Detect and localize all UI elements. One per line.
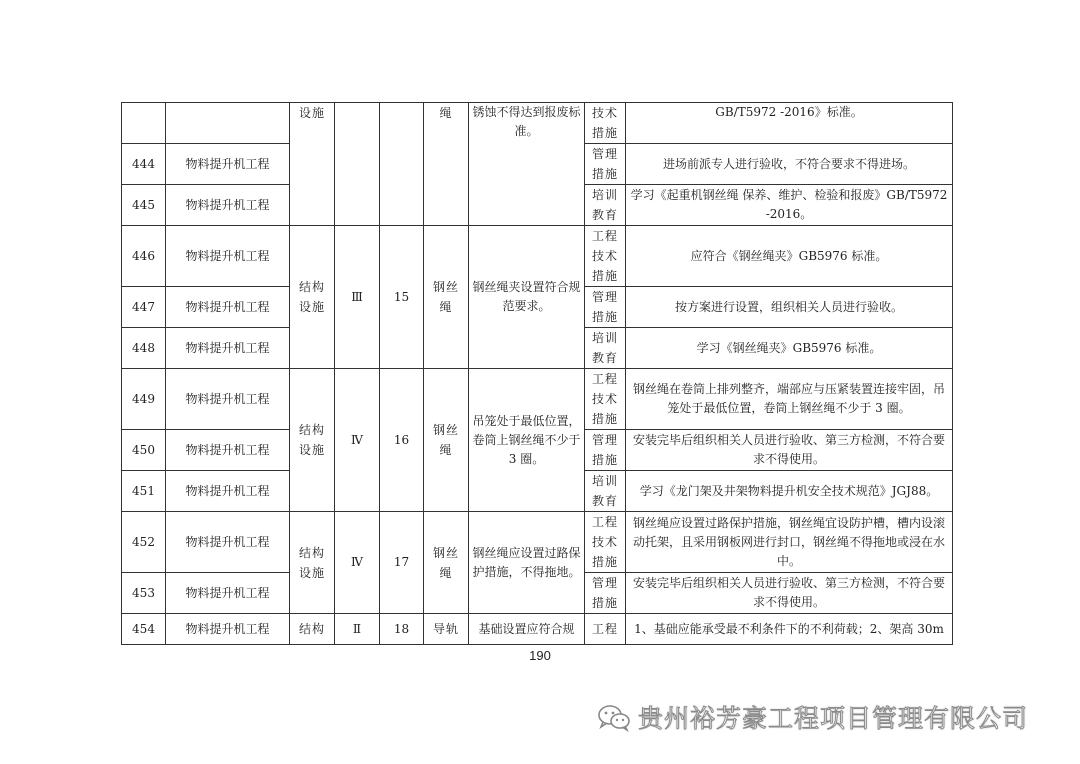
watermark xyxy=(596,700,1028,734)
measure-type: 培训教育 xyxy=(585,471,626,512)
project-name: 物料提升机工程 xyxy=(166,471,290,512)
num-cell: 15 xyxy=(380,226,424,369)
hazard-cell: 吊笼处于最低位置，卷筒上钢丝绳不少于 3 圈。 xyxy=(469,369,585,512)
row-number: 449 xyxy=(122,369,166,430)
measure-type: 管理措施 xyxy=(585,144,626,185)
measure-text: 学习《起重机钢丝绳 保养、维护、检验和报废》GB/T5972 -2016。 xyxy=(626,185,953,226)
level-cell: Ⅳ xyxy=(335,512,380,614)
row-number: 453 xyxy=(122,573,166,614)
measure-text: 按方案进行设置，组织相关人员进行验收。 xyxy=(626,287,953,328)
table-row xyxy=(122,226,953,287)
row-number: 451 xyxy=(122,471,166,512)
hazard-cell: 钢丝绳夹设置符合规范要求。 xyxy=(469,226,585,369)
project-name: 物料提升机工程 xyxy=(166,573,290,614)
category-cell: 结构 xyxy=(290,614,335,645)
category-cell: 结构设施 xyxy=(290,369,335,512)
measure-type: 技术措施 xyxy=(585,103,626,144)
item-cell: 钢丝绳 xyxy=(424,226,469,369)
measure-text: 进场前派专人进行验收，不符合要求不得进场。 xyxy=(626,144,953,185)
table-row xyxy=(122,614,953,645)
row-number: 450 xyxy=(122,430,166,471)
item-cell: 导轨 xyxy=(424,614,469,645)
item-cell: 钢丝绳 xyxy=(424,512,469,614)
measure-text: 学习《钢丝绳夹》GB5976 标准。 xyxy=(626,328,953,369)
project-name: 物料提升机工程 xyxy=(166,185,290,226)
table-row xyxy=(122,369,953,430)
num-cell xyxy=(380,103,424,226)
project-name: 物料提升机工程 xyxy=(166,328,290,369)
row-number: 446 xyxy=(122,226,166,287)
measure-type: 管理措施 xyxy=(585,430,626,471)
project-name xyxy=(166,103,290,144)
measure-type: 培训教育 xyxy=(585,328,626,369)
level-cell: Ⅱ xyxy=(335,614,380,645)
measure-text: 学习《龙门架及井架物料提升机安全技术规范》JGJ88。 xyxy=(626,471,953,512)
row-number: 454 xyxy=(122,614,166,645)
level-cell: Ⅲ xyxy=(335,226,380,369)
hazard-cell: 钢丝绳应设置过路保护措施，不得拖地。 xyxy=(469,512,585,614)
watermark-text: 贵州裕芳豪工程项目管理有限公司 xyxy=(638,704,1029,733)
measure-type: 培训教育 xyxy=(585,185,626,226)
category-cell: 设施 xyxy=(290,103,335,226)
row-number: 452 xyxy=(122,512,166,573)
project-name: 物料提升机工程 xyxy=(166,369,290,430)
hazard-cell: 基础设置应符合规 xyxy=(469,614,585,645)
measure-type: 工程技术措施 xyxy=(585,226,626,287)
measure-text: 钢丝绳应设置过路保护措施，钢丝绳宜设防护槽，槽内设滚动托架，且采用钢板网进行封口，钢丝绳不得拖地或浸在水中。 xyxy=(626,512,953,573)
num-cell: 16 xyxy=(380,369,424,512)
project-name: 物料提升机工程 xyxy=(166,430,290,471)
row-number: 447 xyxy=(122,287,166,328)
table-row xyxy=(122,512,953,573)
hazard-measures-table xyxy=(121,102,953,645)
page-number: 190 xyxy=(529,648,551,663)
measure-type: 工程 xyxy=(585,614,626,645)
measure-type: 管理措施 xyxy=(585,287,626,328)
hazard-cell: 锈蚀不得达到报废标准。 xyxy=(469,103,585,226)
measure-type: 管理措施 xyxy=(585,573,626,614)
row-number: 444 xyxy=(122,144,166,185)
measure-type: 工程技术措施 xyxy=(585,512,626,573)
measure-text: 安装完毕后组织相关人员进行验收、第三方检测，不符合要求不得使用。 xyxy=(626,430,953,471)
row-number: 445 xyxy=(122,185,166,226)
table-row xyxy=(122,103,953,144)
category-cell: 结构设施 xyxy=(290,512,335,614)
item-cell: 绳 xyxy=(424,103,469,226)
measure-text: 应符合《钢丝绳夹》GB5976 标准。 xyxy=(626,226,953,287)
num-cell: 18 xyxy=(380,614,424,645)
project-name: 物料提升机工程 xyxy=(166,226,290,287)
project-name: 物料提升机工程 xyxy=(166,144,290,185)
project-name: 物料提升机工程 xyxy=(166,512,290,573)
project-name: 物料提升机工程 xyxy=(166,614,290,645)
wechat-icon xyxy=(596,702,632,732)
measure-text: GB/T5972 -2016》标准。 xyxy=(626,103,953,144)
measure-text: 安装完毕后组织相关人员进行验收、第三方检测，不符合要求不得使用。 xyxy=(626,573,953,614)
row-number xyxy=(122,103,166,144)
row-number: 448 xyxy=(122,328,166,369)
level-cell xyxy=(335,103,380,226)
project-name: 物料提升机工程 xyxy=(166,287,290,328)
measure-text: 钢丝绳在卷筒上排列整齐，端部应与压紧装置连接牢固，吊笼处于最低位置，卷筒上钢丝绳不少于 3 圈。 xyxy=(626,369,953,430)
item-cell: 钢丝绳 xyxy=(424,369,469,512)
level-cell: Ⅳ xyxy=(335,369,380,512)
measure-type: 工程技术措施 xyxy=(585,369,626,430)
measure-text: 1、基础应能承受最不利条件下的不利荷载；2、架高 30m xyxy=(626,614,953,645)
num-cell: 17 xyxy=(380,512,424,614)
category-cell: 结构设施 xyxy=(290,226,335,369)
